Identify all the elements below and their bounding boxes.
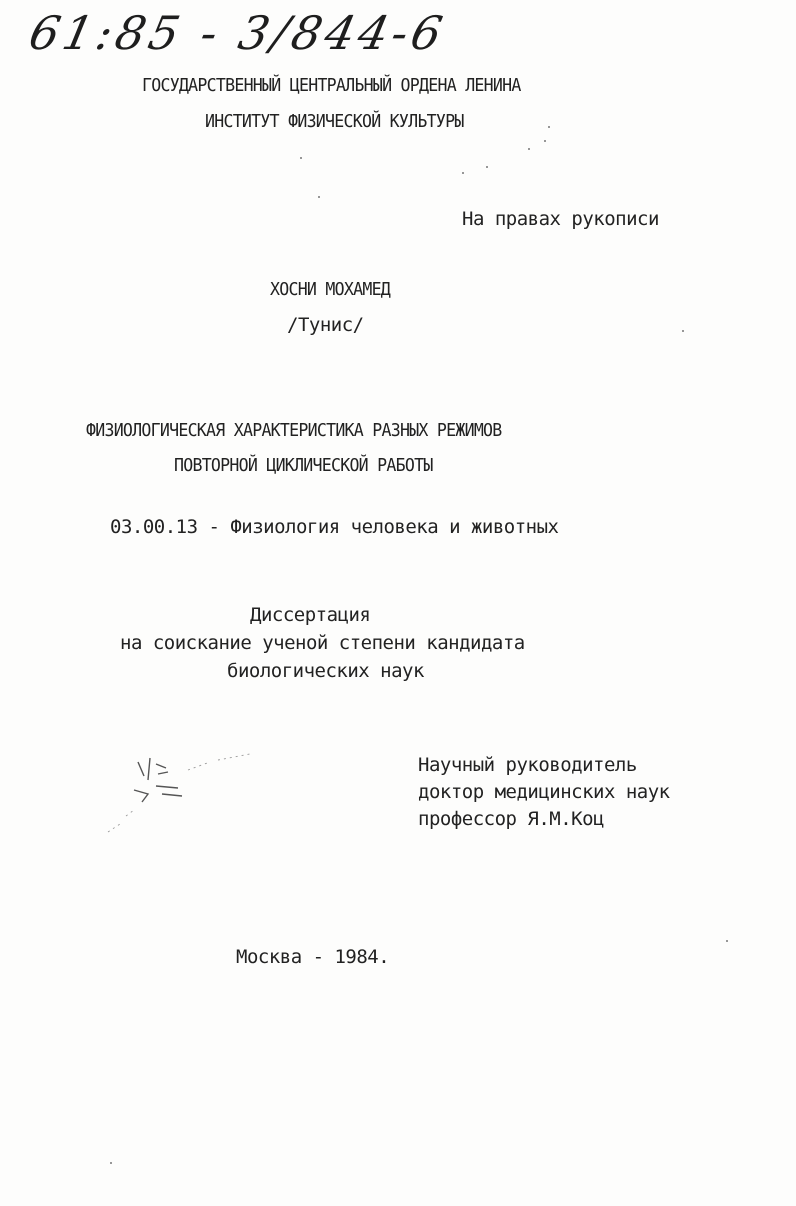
author-name: ХОСНИ МОХАМЕД [270,279,391,300]
paper-speck [726,940,728,942]
paper-speck [528,148,530,150]
supervisor-line-2: доктор медицинских наук [418,781,670,803]
title-line-1: ФИЗИОЛОГИЧЕСКАЯ ХАРАКТЕРИСТИКА РАЗНЫХ РЕЖИМОВ [86,420,502,441]
paper-speck [318,196,320,198]
paper-speck [548,126,550,128]
specialty-code: 03.00.13 - Физиология человека и животных [110,516,559,538]
paper-speck [300,157,302,159]
supervisor-line-1: Научный руководитель [418,754,637,776]
paper-speck [682,330,684,332]
author-country: /Тунис/ [287,314,364,336]
dissertation-line-3: биологических наук [227,660,424,682]
paper-speck [110,1162,112,1164]
city-year: Москва - 1984. [236,946,390,968]
dissertation-line-2: на соискание ученой степени кандидата [120,632,525,654]
dissertation-line-1: Диссертация [250,604,371,626]
paper-speck [462,172,464,174]
institution-line-1: ГОСУДАРСТВЕННЫЙ ЦЕНТРАЛЬНЫЙ ОРДЕНА ЛЕНИНА [142,75,521,96]
supervisor-line-3: профессор Я.М.Коц [418,808,604,830]
paper-speck [486,166,488,168]
institution-line-2: ИНСТИТУТ ФИЗИЧЕСКОЙ КУЛЬТУРЫ [205,111,464,132]
manuscript-note: На правах рукописи [462,208,659,230]
title-line-2: ПОВТОРНОЙ ЦИКЛИЧЕСКОЙ РАБОТЫ [174,455,433,476]
faint-stamp-mark [100,750,260,840]
paper-speck [544,140,546,142]
handwritten-archive-code: 61:85 - 3/844-6 [24,6,451,60]
